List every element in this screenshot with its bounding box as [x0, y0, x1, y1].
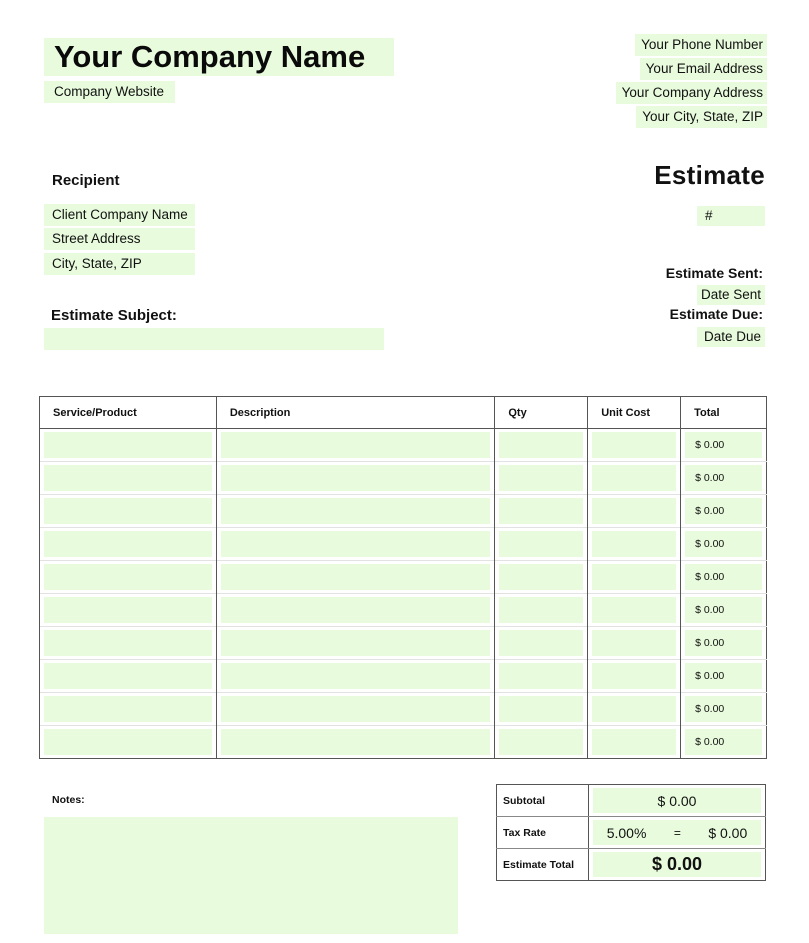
- qty-cell[interactable]: [499, 663, 583, 689]
- unit-cost-cell[interactable]: [592, 465, 676, 491]
- description-cell-wrapper: [216, 594, 495, 627]
- description-cell-wrapper: [216, 627, 495, 660]
- qty-cell-wrapper: [495, 594, 588, 627]
- unit-cost-cell-wrapper: [588, 528, 681, 561]
- estimate-number-field[interactable]: #: [697, 206, 765, 226]
- unit-cost-cell-wrapper: [588, 627, 681, 660]
- date-due-field[interactable]: Date Due: [697, 327, 765, 347]
- total-cell-wrapper: [681, 726, 767, 759]
- unit-cost-cell-wrapper: [588, 429, 681, 462]
- service-cell[interactable]: [44, 597, 212, 623]
- description-cell-wrapper: [216, 462, 495, 495]
- total-cell: $ 0.00: [685, 597, 762, 623]
- notes-label: Notes:: [52, 794, 85, 806]
- total-cell-wrapper: [681, 429, 767, 462]
- estimate-sent-label: Estimate Sent:: [665, 265, 763, 281]
- column-header-total: Total: [681, 397, 767, 429]
- table-row: [40, 462, 767, 495]
- description-cell[interactable]: [221, 663, 491, 689]
- city-state-zip-field[interactable]: Your City, State, ZIP: [636, 106, 767, 128]
- total-cell: $ 0.00: [685, 498, 762, 524]
- qty-cell[interactable]: [499, 465, 583, 491]
- unit-cost-cell[interactable]: [592, 564, 676, 590]
- line-items-table: [39, 396, 767, 759]
- service-cell[interactable]: [44, 564, 212, 590]
- unit-cost-cell[interactable]: [592, 729, 676, 755]
- tax-equals-sign: =: [673, 825, 681, 840]
- total-cell: $ 0.00: [685, 729, 762, 755]
- email-address-field[interactable]: Your Email Address: [640, 58, 767, 80]
- total-cell-wrapper: [681, 495, 767, 528]
- estimate-total-value: $ 0.00: [593, 852, 761, 877]
- total-cell-wrapper: [681, 594, 767, 627]
- service-cell[interactable]: [44, 531, 212, 557]
- qty-cell[interactable]: [499, 498, 583, 524]
- date-sent-field[interactable]: Date Sent: [697, 285, 765, 305]
- unit-cost-cell[interactable]: [592, 531, 676, 557]
- qty-cell[interactable]: [499, 531, 583, 557]
- notes-field[interactable]: [44, 817, 458, 934]
- description-cell[interactable]: [221, 696, 491, 722]
- unit-cost-cell-wrapper: [588, 462, 681, 495]
- service-cell[interactable]: [44, 696, 212, 722]
- qty-cell[interactable]: [499, 696, 583, 722]
- service-cell[interactable]: [44, 432, 212, 458]
- estimate-subject-field[interactable]: [44, 328, 384, 350]
- estimate-total-row: [497, 849, 766, 881]
- qty-cell-wrapper: [495, 561, 588, 594]
- unit-cost-cell-wrapper: [588, 693, 681, 726]
- unit-cost-cell[interactable]: [592, 597, 676, 623]
- company-name-field[interactable]: Your Company Name: [44, 38, 394, 76]
- table-row: [40, 561, 767, 594]
- qty-cell-wrapper: [495, 627, 588, 660]
- table-row: [40, 528, 767, 561]
- subtotal-row: [497, 785, 766, 817]
- company-website-field[interactable]: Company Website: [44, 81, 175, 103]
- table-row: [40, 594, 767, 627]
- qty-cell-wrapper: [495, 528, 588, 561]
- unit-cost-cell[interactable]: [592, 498, 676, 524]
- description-cell[interactable]: [221, 531, 491, 557]
- description-cell-wrapper: [216, 561, 495, 594]
- service-cell-wrapper: [40, 726, 217, 759]
- total-cell: $ 0.00: [685, 531, 762, 557]
- service-cell[interactable]: [44, 729, 212, 755]
- service-cell-wrapper: [40, 693, 217, 726]
- summary-table: [496, 784, 766, 881]
- service-cell[interactable]: [44, 465, 212, 491]
- table-row: [40, 495, 767, 528]
- description-cell[interactable]: [221, 564, 491, 590]
- description-cell-wrapper: [216, 726, 495, 759]
- qty-cell[interactable]: [499, 729, 583, 755]
- qty-cell[interactable]: [499, 432, 583, 458]
- description-cell[interactable]: [221, 597, 491, 623]
- service-cell[interactable]: [44, 663, 212, 689]
- client-city-field[interactable]: City, State, ZIP: [44, 253, 195, 275]
- service-cell-wrapper: [40, 660, 217, 693]
- unit-cost-cell[interactable]: [592, 663, 676, 689]
- client-company-field[interactable]: Client Company Name: [44, 204, 195, 226]
- street-address-field[interactable]: Street Address: [44, 228, 195, 250]
- column-header-description: Description: [216, 397, 495, 429]
- qty-cell[interactable]: [499, 597, 583, 623]
- qty-cell-wrapper: [495, 693, 588, 726]
- service-cell-wrapper: [40, 462, 217, 495]
- table-row: [40, 660, 767, 693]
- unit-cost-cell-wrapper: [588, 594, 681, 627]
- description-cell[interactable]: [221, 432, 491, 458]
- service-cell-wrapper: [40, 627, 217, 660]
- estimate-due-label: Estimate Due:: [669, 306, 763, 322]
- description-cell-wrapper: [216, 429, 495, 462]
- unit-cost-cell-wrapper: [588, 495, 681, 528]
- total-cell-wrapper: [681, 627, 767, 660]
- unit-cost-cell[interactable]: [592, 630, 676, 656]
- table-row: [40, 693, 767, 726]
- tax-cell: [593, 820, 761, 845]
- table-row: [40, 429, 767, 462]
- total-cell-wrapper: [681, 462, 767, 495]
- total-cell-wrapper: [681, 660, 767, 693]
- column-header-service: Service/Product: [40, 397, 217, 429]
- total-cell: $ 0.00: [685, 564, 762, 590]
- recipient-heading: Recipient: [52, 172, 120, 189]
- unit-cost-cell[interactable]: [592, 696, 676, 722]
- service-cell-wrapper: [40, 594, 217, 627]
- service-cell-wrapper: [40, 495, 217, 528]
- total-cell-wrapper: [681, 693, 767, 726]
- column-header-unit-cost: Unit Cost: [588, 397, 681, 429]
- description-cell[interactable]: [221, 498, 491, 524]
- service-cell-wrapper: [40, 528, 217, 561]
- service-cell-wrapper: [40, 429, 217, 462]
- tax-amount-value: $ 0.00: [708, 824, 748, 841]
- service-cell[interactable]: [44, 498, 212, 524]
- phone-number-field[interactable]: Your Phone Number: [635, 34, 767, 56]
- table-header-row: [40, 397, 767, 429]
- unit-cost-cell-wrapper: [588, 726, 681, 759]
- estimate-subject-label: Estimate Subject:: [51, 307, 177, 324]
- qty-cell-wrapper: [495, 726, 588, 759]
- unit-cost-cell-wrapper: [588, 561, 681, 594]
- total-cell: $ 0.00: [685, 432, 762, 458]
- service-cell-wrapper: [40, 561, 217, 594]
- qty-cell-wrapper: [495, 660, 588, 693]
- tax-rate-label: Tax Rate: [497, 817, 589, 849]
- total-cell-wrapper: [681, 528, 767, 561]
- company-address-field[interactable]: Your Company Address: [616, 82, 767, 104]
- unit-cost-cell[interactable]: [592, 432, 676, 458]
- service-cell[interactable]: [44, 630, 212, 656]
- qty-cell[interactable]: [499, 630, 583, 656]
- description-cell-wrapper: [216, 528, 495, 561]
- description-cell[interactable]: [221, 465, 491, 491]
- description-cell-wrapper: [216, 660, 495, 693]
- description-cell-wrapper: [216, 495, 495, 528]
- column-header-qty: Qty: [495, 397, 588, 429]
- unit-cost-cell-wrapper: [588, 660, 681, 693]
- total-cell: $ 0.00: [685, 663, 762, 689]
- qty-cell-wrapper: [495, 495, 588, 528]
- qty-cell-wrapper: [495, 429, 588, 462]
- tax-row: [497, 817, 766, 849]
- total-cell: $ 0.00: [685, 465, 762, 491]
- description-cell[interactable]: [221, 630, 491, 656]
- estimate-title: Estimate: [654, 160, 765, 190]
- description-cell[interactable]: [221, 729, 491, 755]
- qty-cell-wrapper: [495, 462, 588, 495]
- description-cell-wrapper: [216, 693, 495, 726]
- subtotal-value[interactable]: $ 0.00: [593, 788, 761, 813]
- table-row: [40, 627, 767, 660]
- qty-cell[interactable]: [499, 564, 583, 590]
- total-cell-wrapper: [681, 561, 767, 594]
- tax-rate-value[interactable]: 5.00%: [606, 824, 647, 841]
- table-row: [40, 726, 767, 759]
- total-cell: $ 0.00: [685, 630, 762, 656]
- estimate-total-label: Estimate Total: [497, 849, 589, 881]
- total-cell: $ 0.00: [685, 696, 762, 722]
- subtotal-label: Subtotal: [497, 785, 589, 817]
